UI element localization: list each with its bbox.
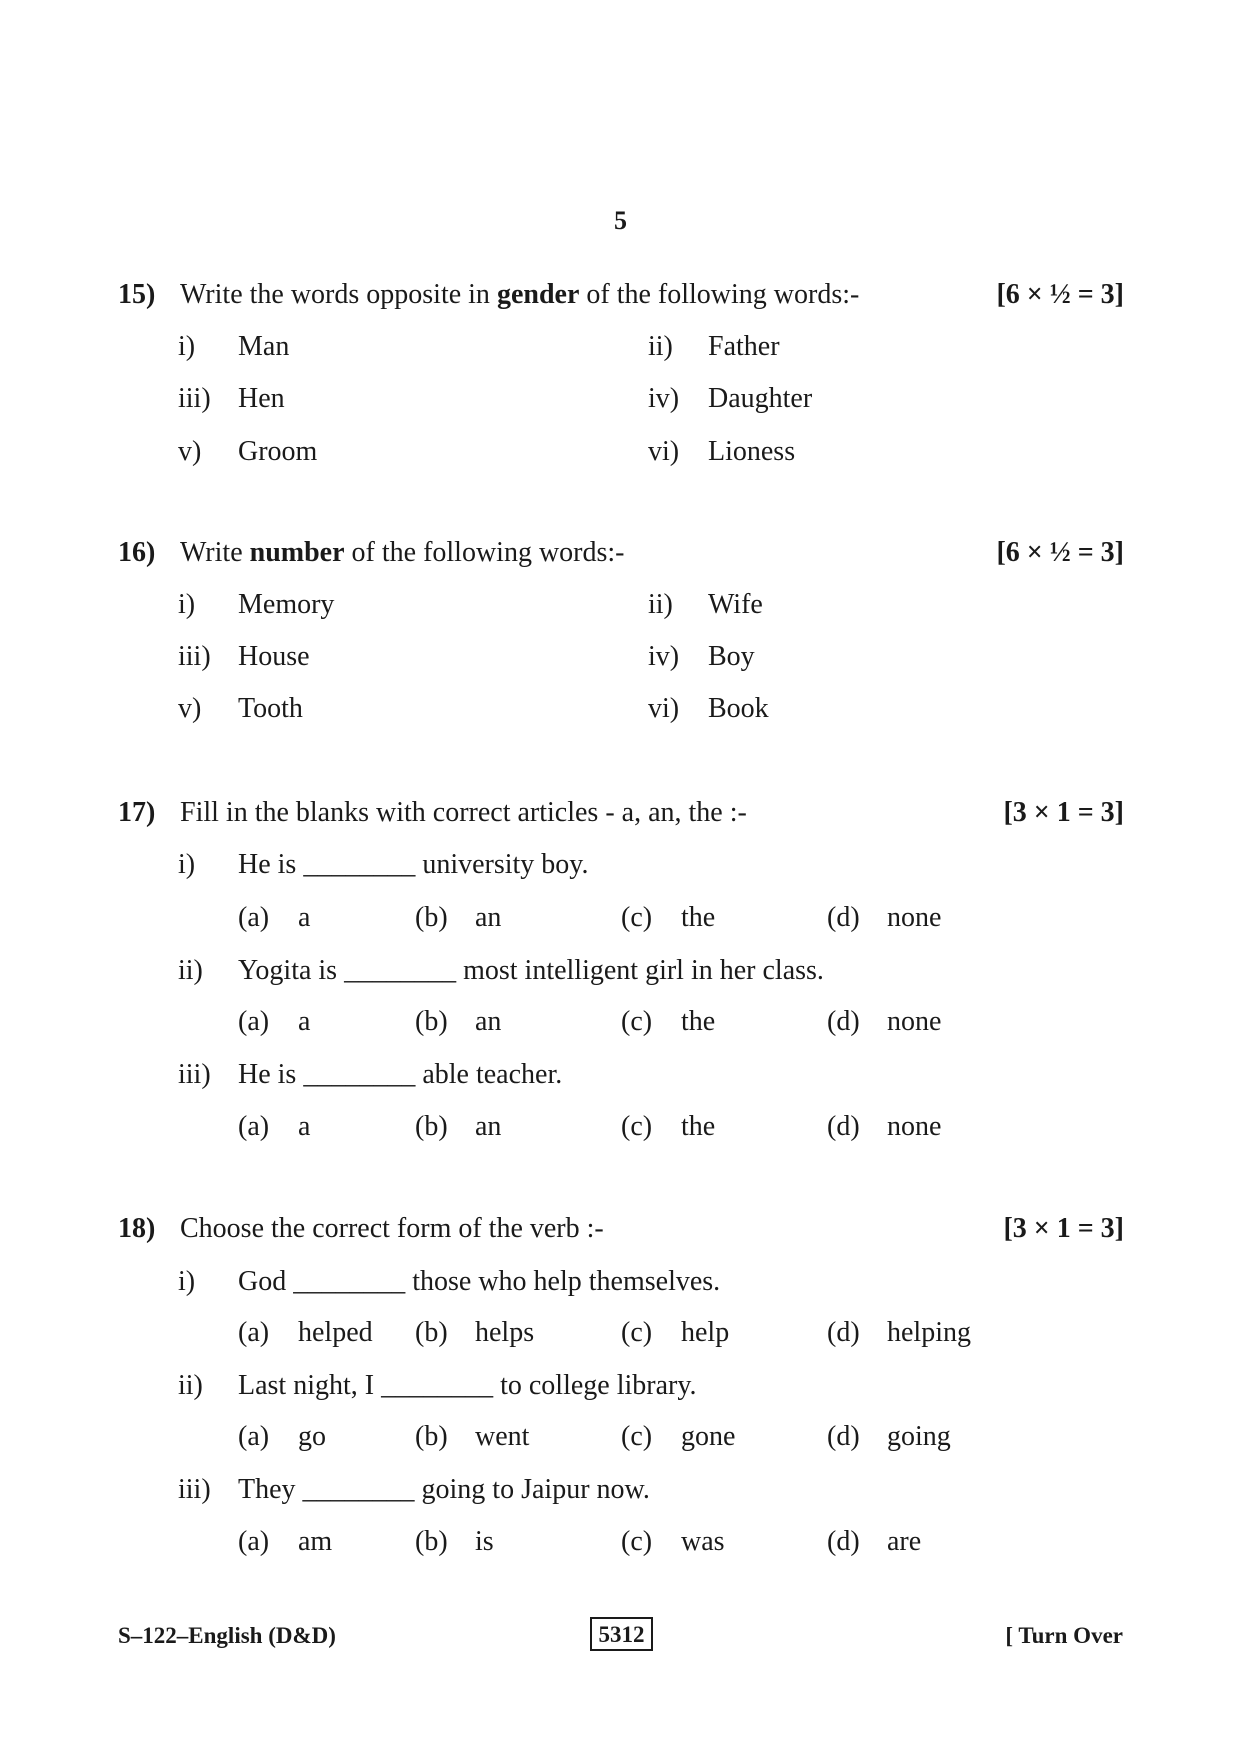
- question-15-header: [118, 279, 1124, 315]
- question-marks: [3 × 1 = 3]: [1003, 1213, 1124, 1244]
- question-number: 15): [118, 279, 156, 310]
- footer-paper-code: S–122–English (D&D): [118, 1623, 336, 1648]
- question-text: Write the words opposite in gender of the following words:-: [180, 279, 860, 310]
- footer-serial-box: 5312: [590, 1617, 653, 1651]
- question-number: 16): [118, 537, 156, 568]
- question-text: Choose the correct form of the verb :-: [180, 1213, 604, 1244]
- question-16-header: [118, 537, 1124, 573]
- page-number: 5: [614, 206, 627, 235]
- options-row: (a) a (b) an (c) the (d) none: [238, 902, 942, 933]
- question-marks: [3 × 1 = 3]: [1003, 797, 1124, 828]
- question-marks: [6 × ½ = 3]: [996, 279, 1124, 310]
- options-row: (a) go (b) went (c) gone (d) going: [238, 1421, 951, 1452]
- question-18-header: [118, 1213, 1124, 1249]
- options-row: (a) a (b) an (c) the (d) none: [238, 1006, 942, 1037]
- question-text: Write number of the following words:-: [180, 537, 625, 568]
- options-row: (a) a (b) an (c) the (d) none: [238, 1111, 942, 1142]
- question-text: Fill in the blanks with correct articles - a, an, the :-: [180, 797, 747, 828]
- question-marks: [6 × ½ = 3]: [996, 537, 1124, 568]
- options-row: (a) helped (b) helps (c) help (d) helping: [238, 1317, 971, 1348]
- footer-turn-over: [ Turn Over: [1005, 1623, 1123, 1648]
- question-number: 17): [118, 797, 156, 828]
- question-number: 18): [118, 1213, 156, 1244]
- question-17-header: [118, 797, 1124, 833]
- options-row: (a) am (b) is (c) was (d) are: [238, 1526, 922, 1557]
